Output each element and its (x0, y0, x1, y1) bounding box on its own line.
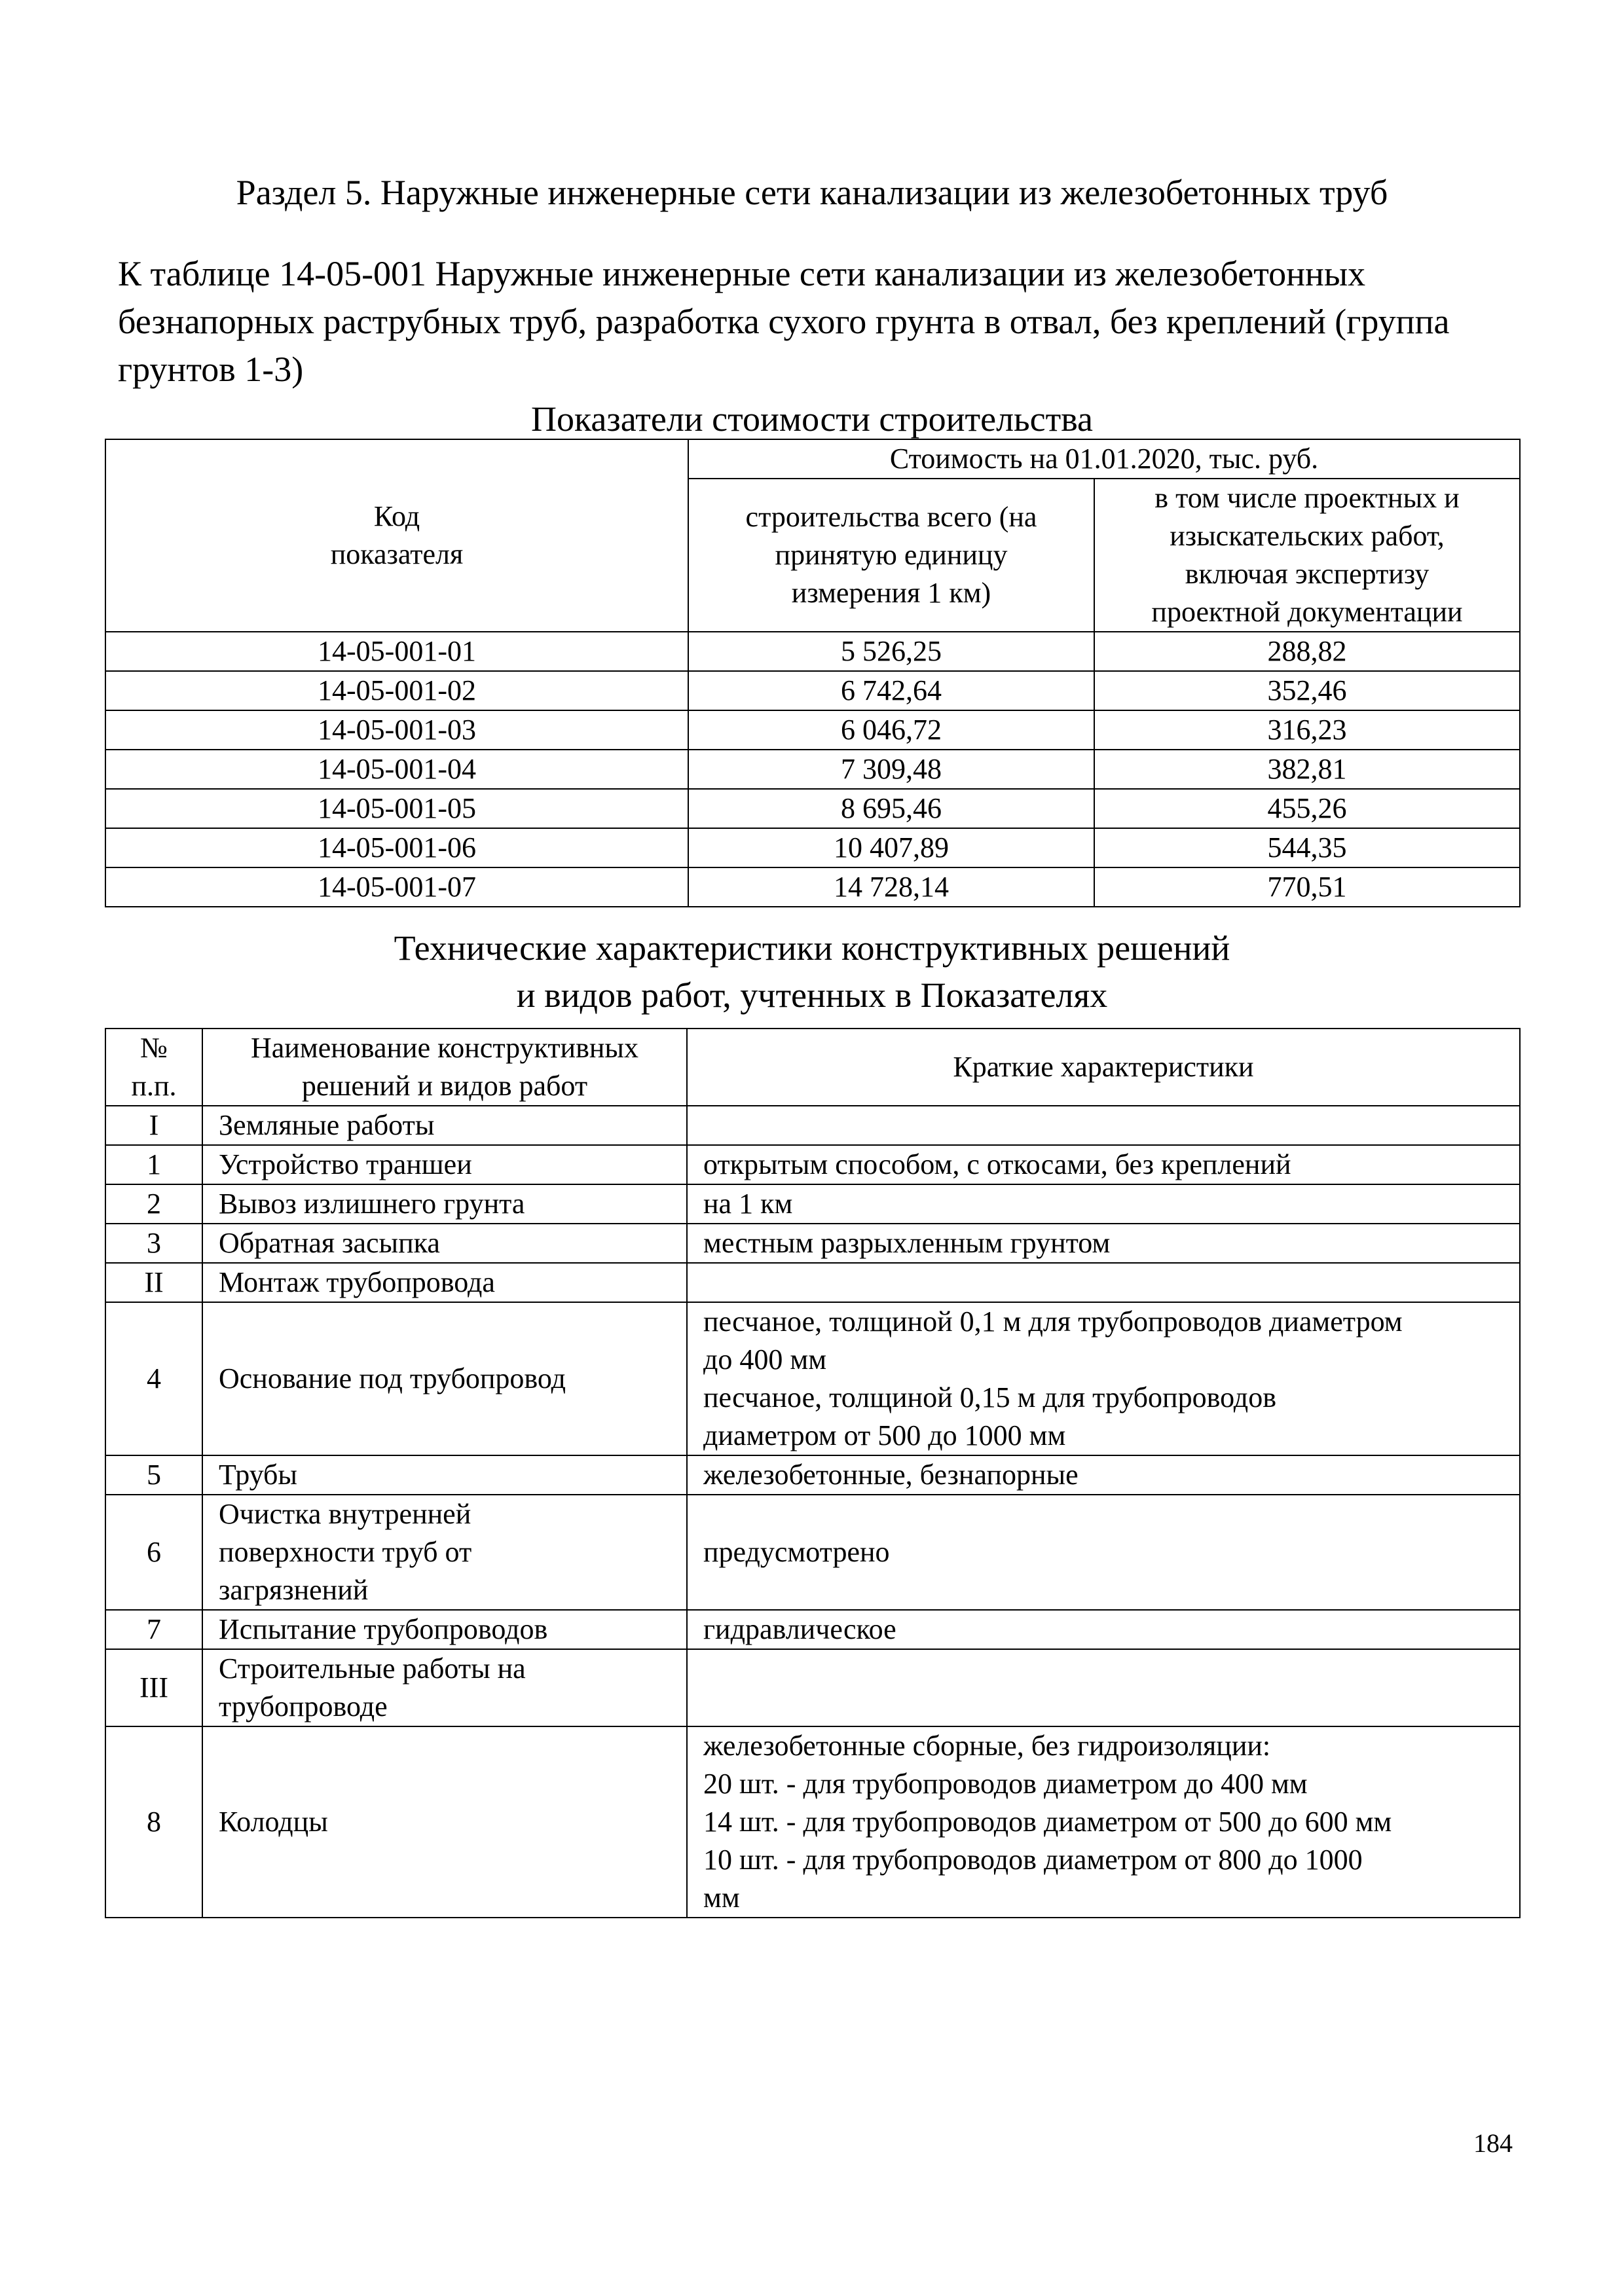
table-row (105, 1649, 1520, 1726)
table-row (105, 1455, 1520, 1495)
cost-cell-code: 14-05-001-06 (105, 828, 688, 867)
tech-cell-desc: гидравлическое (687, 1610, 1520, 1649)
table-row (105, 1302, 1520, 1455)
section-title: Раздел 5. Наружные инженерные сети канализации из железобетонных труб (236, 173, 1388, 212)
table-row (105, 1495, 1520, 1610)
table-row (105, 1726, 1520, 1918)
tech-cell-num: 6 (105, 1495, 202, 1610)
table-row (105, 1224, 1520, 1263)
cost-header-code: Код показателя (105, 439, 688, 632)
tech-cell-desc (687, 1106, 1520, 1145)
tech-cell-desc (687, 1649, 1520, 1726)
cost-cell-code: 14-05-001-03 (105, 710, 688, 750)
cost-cell-total: 8 695,46 (688, 789, 1094, 828)
page-number: 184 (1473, 2128, 1513, 2158)
table-row (105, 867, 1520, 907)
cost-cell-code: 14-05-001-01 (105, 632, 688, 671)
cost-cell-design: 455,26 (1094, 789, 1520, 828)
table-row (105, 750, 1520, 789)
cost-cell-total: 14 728,14 (688, 867, 1094, 907)
cost-cell-total: 10 407,89 (688, 828, 1094, 867)
tech-cell-desc: на 1 км (687, 1184, 1520, 1224)
tech-cell-name: Очистка внутренней поверхности труб от загрязнений (202, 1495, 687, 1610)
cost-header-cost: Стоимость на 01.01.2020, тыс. руб. (688, 439, 1520, 479)
cost-header-design: в том числе проектных и изыскательских работ, включая экспертизу проектной документации (1094, 479, 1520, 632)
cost-cell-design: 352,46 (1094, 671, 1520, 710)
cost-cell-design: 770,51 (1094, 867, 1520, 907)
tech-cell-desc: открытым способом, с откосами, без креплений (687, 1145, 1520, 1184)
cost-cell-code: 14-05-001-04 (105, 750, 688, 789)
cost-cell-design: 288,82 (1094, 632, 1520, 671)
tech-table (105, 1028, 1521, 1918)
cost-header-total: строительства всего (на принятую единицу измерения 1 км) (688, 479, 1094, 632)
tech-cell-name: Обратная засыпка (202, 1224, 687, 1263)
table-row (105, 632, 1520, 671)
table-row (105, 1145, 1520, 1184)
table-row (105, 1610, 1520, 1649)
tech-cell-name: Монтаж трубопровода (202, 1263, 687, 1302)
tech-cell-num: 1 (105, 1145, 202, 1184)
cost-table-heading: Показатели стоимости строительства (530, 399, 1093, 439)
cost-cell-design: 316,23 (1094, 710, 1520, 750)
tech-cell-num: II (105, 1263, 202, 1302)
tech-table-heading: Технические характеристики конструктивных решений и видов работ, учтенных в Показателях (394, 928, 1230, 1015)
cost-cell-code: 14-05-001-05 (105, 789, 688, 828)
tech-cell-desc: местным разрыхленным грунтом (687, 1224, 1520, 1263)
tech-cell-num: 5 (105, 1455, 202, 1495)
table-row (105, 828, 1520, 867)
cost-cell-total: 6 046,72 (688, 710, 1094, 750)
cost-cell-code: 14-05-001-02 (105, 671, 688, 710)
cost-cell-total: 5 526,25 (688, 632, 1094, 671)
tech-cell-name: Трубы (202, 1455, 687, 1495)
tech-cell-num: I (105, 1106, 202, 1145)
cost-cell-design: 382,81 (1094, 750, 1520, 789)
cost-cell-design: 544,35 (1094, 828, 1520, 867)
tech-cell-num: 8 (105, 1726, 202, 1918)
cost-cell-code: 14-05-001-07 (105, 867, 688, 907)
table-row (105, 1263, 1520, 1302)
tech-cell-num: 3 (105, 1224, 202, 1263)
tech-cell-num: 4 (105, 1302, 202, 1455)
tech-cell-desc: предусмотрено (687, 1495, 1520, 1610)
tech-header-desc: Краткие характеристики (687, 1029, 1520, 1106)
tech-header-name: Наименование конструктивных решений и видов работ (202, 1029, 687, 1106)
table-row (105, 671, 1520, 710)
tech-cell-name: Колодцы (202, 1726, 687, 1918)
tech-cell-num: III (105, 1649, 202, 1726)
tech-cell-desc (687, 1263, 1520, 1302)
tech-cell-name: Строительные работы на трубопроводе (202, 1649, 687, 1726)
tech-header-num: № п.п. (105, 1029, 202, 1106)
tech-cell-name: Испытание трубопроводов (202, 1610, 687, 1649)
tech-cell-num: 7 (105, 1610, 202, 1649)
tech-cell-desc: железобетонные, безнапорные (687, 1455, 1520, 1495)
cost-cell-total: 6 742,64 (688, 671, 1094, 710)
table-row (105, 1184, 1520, 1224)
tech-cell-desc: песчаное, толщиной 0,1 м для трубопроводов диаметром до 400 мм песчаное, толщиной 0,15 м для трубопроводов диаметром от 500 до 1000 мм (687, 1302, 1520, 1455)
tech-cell-name: Земляные работы (202, 1106, 687, 1145)
tech-cell-name: Вывоз излишнего грунта (202, 1184, 687, 1224)
tech-cell-name: Основание под трубопровод (202, 1302, 687, 1455)
cost-cell-total: 7 309,48 (688, 750, 1094, 789)
tech-cell-num: 2 (105, 1184, 202, 1224)
table-intro: К таблице 14-05-001 Наружные инженерные сети канализации из железобетонных безнапорных раструбных труб, разработка сухого грунта в отвал, без креплений (группа грунтов 1-3) (118, 254, 1450, 389)
table-row (105, 789, 1520, 828)
cost-table (105, 439, 1521, 907)
tech-cell-name: Устройство траншеи (202, 1145, 687, 1184)
table-row (105, 1106, 1520, 1145)
table-row (105, 710, 1520, 750)
tech-cell-desc: железобетонные сборные, без гидроизоляции: 20 шт. - для трубопроводов диаметром до 400 мм 14 шт. - для трубопроводов диаметром от 500 до 600 мм 10 шт. - для трубопроводов диаметром от 800 до 1000 мм (687, 1726, 1520, 1918)
